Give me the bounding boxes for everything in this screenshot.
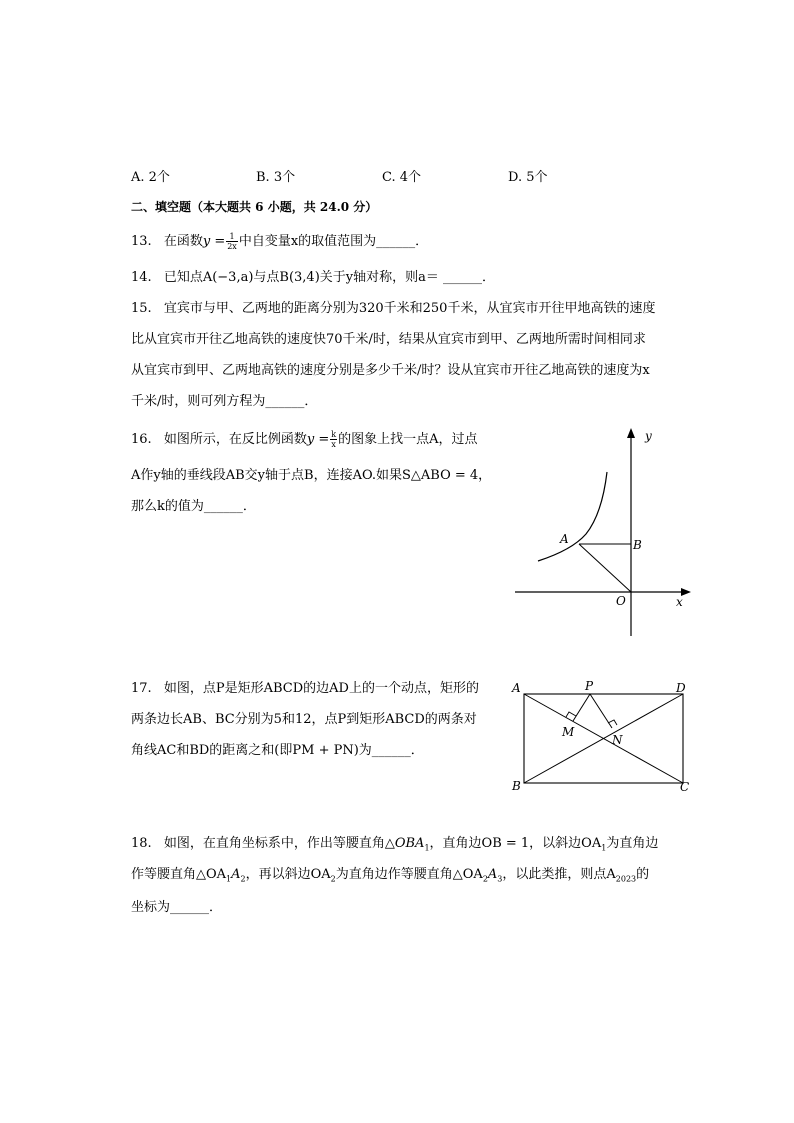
label-b: B bbox=[512, 779, 521, 793]
label-d: D bbox=[676, 681, 686, 695]
hyperbola-curve bbox=[538, 472, 607, 561]
frac-num: k bbox=[331, 430, 337, 439]
sub: 2023 bbox=[615, 874, 637, 884]
q17-line1: 如图，点P是矩形ABCD的边AD上的一个动点，矩形的 bbox=[163, 681, 479, 696]
label-n: N bbox=[612, 733, 623, 747]
question-number: 15. bbox=[131, 301, 152, 316]
q16-post: 的图象上找一点A，过点 bbox=[338, 432, 478, 447]
frac-num: 1 bbox=[226, 232, 238, 242]
q14-text: 已知点A(−3,a)与点B(3,4)关于y轴对称，则a＝ ______． bbox=[163, 270, 496, 285]
q15-line1: 宜宾市与甲、乙两地的距离分别为320千米和250千米，从宜宾市开往甲地高铁的速度 bbox=[163, 301, 656, 316]
right-angle-m bbox=[566, 712, 576, 717]
label-a: A bbox=[512, 681, 521, 695]
q15-line2: 比从宜宾市开往乙地高铁的速度快70千米/时，结果从宜宾市到甲、乙两地所需时间相同求 bbox=[131, 332, 646, 347]
label-a: A bbox=[560, 532, 569, 546]
q18-line1-c: ，直角边OB = 1，以斜边OA bbox=[429, 836, 602, 851]
q16-line2: A作y轴的垂线段AB交y轴于点B，连接AO.如果S△ABO = 4， bbox=[131, 468, 492, 483]
q18-line2-a: 作等腰直角△OA bbox=[131, 867, 227, 882]
q17-line3: 角线AC和BD的距离之和(即PM + PN)为______． bbox=[131, 743, 424, 758]
q18-line2-d: 为直角边作等腰直角△OA bbox=[335, 867, 483, 882]
y-axis-arrow bbox=[627, 428, 635, 438]
q18-line2-g: 的 bbox=[636, 867, 650, 882]
q18-line3: 坐标为______． bbox=[131, 900, 223, 915]
question-number: 14. bbox=[131, 270, 152, 285]
frac-den: x bbox=[331, 440, 336, 449]
q16-fraction bbox=[330, 430, 337, 449]
sub: 2 bbox=[482, 874, 488, 884]
sub: 2 bbox=[240, 874, 246, 884]
sub: 2 bbox=[330, 874, 336, 884]
q18-line1-b: △OBA bbox=[384, 836, 425, 851]
sub: 3 bbox=[497, 874, 503, 884]
question-14 bbox=[131, 269, 495, 287]
question-18 bbox=[131, 835, 658, 858]
q18-line2-b: A bbox=[231, 867, 241, 882]
q18-line1-a: 如图，在直角坐标系中，作出等腰直角 bbox=[163, 836, 385, 851]
q18-line1-d: 为直角边 bbox=[606, 836, 659, 851]
question-number: 16. bbox=[131, 432, 152, 447]
option-a: A. 2个 bbox=[131, 170, 170, 185]
question-number: 18. bbox=[131, 836, 152, 851]
q13-func: y = bbox=[202, 234, 226, 249]
q16-line3: 那么k的值为______． bbox=[131, 499, 256, 514]
question-17 bbox=[131, 680, 479, 698]
label-c: C bbox=[680, 780, 690, 794]
q18-line2-c: ，再以斜边OA bbox=[245, 867, 331, 882]
q16-figure bbox=[510, 424, 695, 639]
option-d: D. 5个 bbox=[508, 170, 548, 185]
question-13 bbox=[131, 232, 428, 251]
q13-post: 中自变量x的取值范围为______． bbox=[238, 234, 429, 249]
q18-line2 bbox=[131, 866, 649, 889]
sub: 1 bbox=[424, 843, 430, 853]
q16-pre: 如图所示，在反比例函数 bbox=[163, 432, 307, 447]
question-number: 17. bbox=[131, 681, 152, 696]
segment-ao bbox=[579, 544, 631, 592]
question-15 bbox=[131, 300, 655, 318]
option-b: B. 3个 bbox=[256, 170, 296, 185]
option-c: C. 4个 bbox=[382, 170, 422, 185]
label-x: x bbox=[676, 595, 683, 609]
label-p: P bbox=[585, 679, 594, 693]
label-m: M bbox=[562, 725, 575, 739]
label-y: y bbox=[645, 429, 652, 443]
label-o: O bbox=[616, 594, 626, 608]
label-b: B bbox=[633, 538, 642, 552]
q18-line2-e: A bbox=[487, 867, 498, 882]
q13-pre: 在函数 bbox=[163, 234, 203, 249]
q16-func: y = bbox=[306, 432, 330, 447]
q17-line2: 两条边长AB、BC分别为5和12，点P到矩形ABCD的两条对 bbox=[131, 712, 477, 727]
question-number: 13. bbox=[131, 234, 152, 249]
q13-fraction bbox=[226, 232, 238, 251]
sub: 1 bbox=[226, 874, 232, 884]
q18-line2-f: ，以此类推，则点A bbox=[502, 867, 616, 882]
frac-den: 2x bbox=[227, 242, 237, 251]
sub: 1 bbox=[601, 843, 607, 853]
q15-line3: 从宜宾市到甲、乙两地高铁的速度分别是多少千米/时？设从宜宾市开往乙地高铁的速度为x bbox=[131, 363, 650, 378]
q15-line4: 千米/时，则可列方程为______． bbox=[131, 394, 318, 409]
section-title: 二、填空题（本大题共 6 小题，共 24.0 分） bbox=[131, 200, 378, 214]
q17-figure bbox=[508, 676, 698, 796]
segment-pm bbox=[573, 694, 590, 721]
question-16 bbox=[131, 430, 477, 449]
